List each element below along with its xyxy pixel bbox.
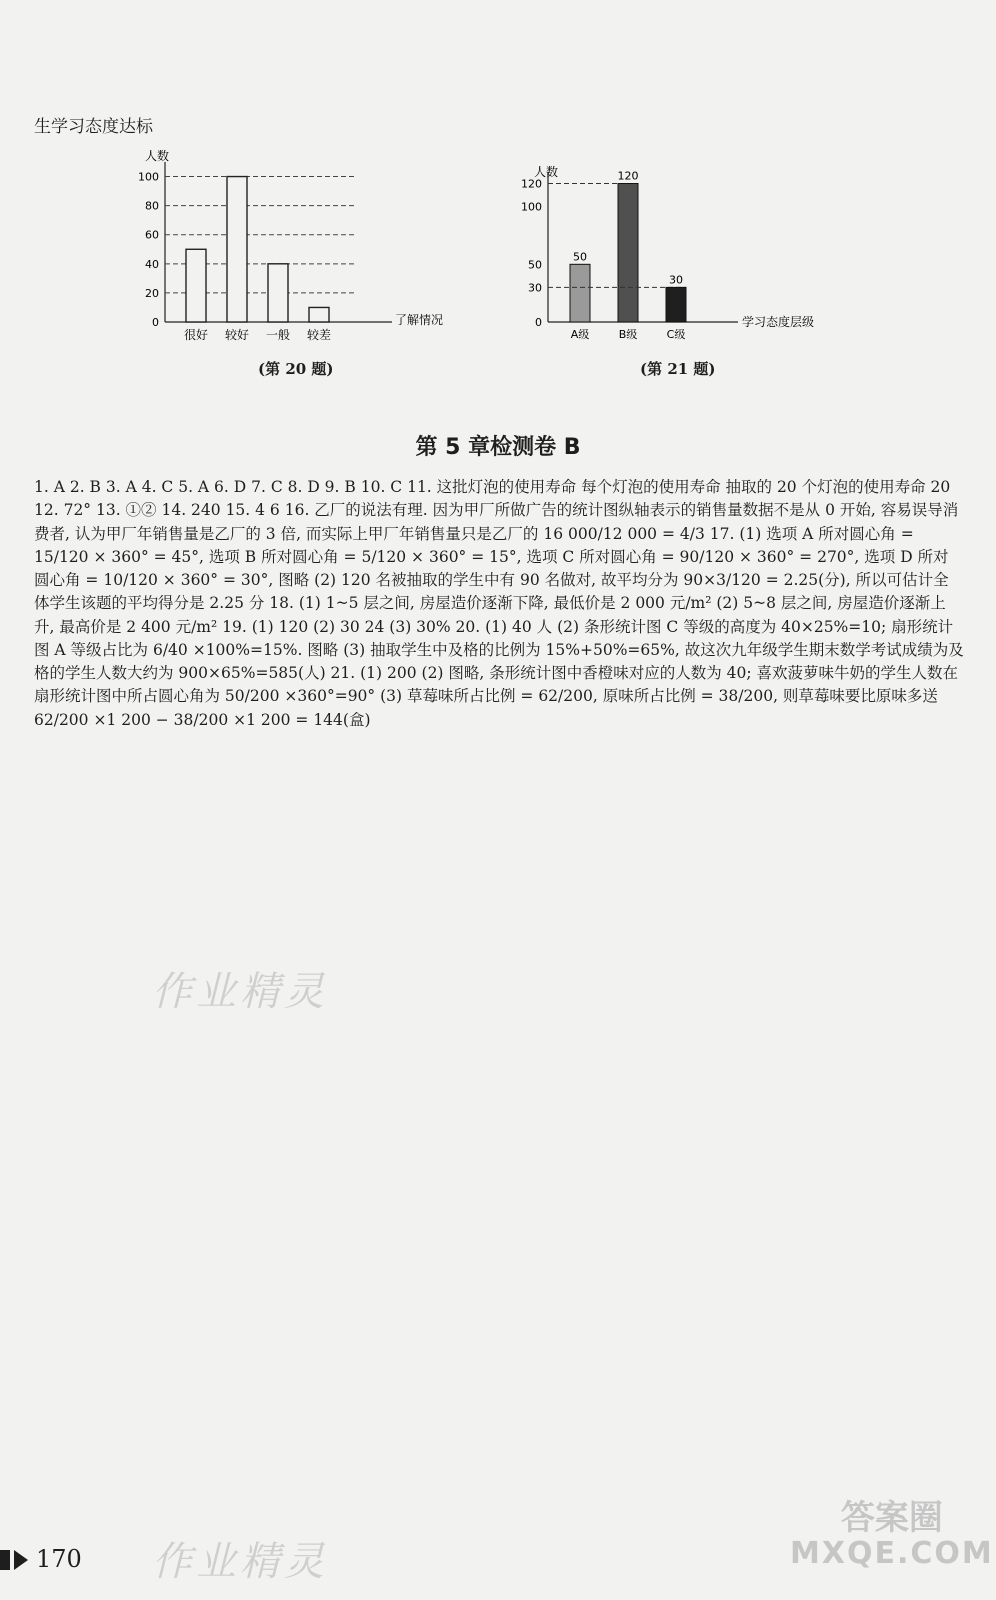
section-title: 第 5 章检测卷 B	[415, 435, 581, 460]
data-label: 50	[573, 250, 587, 264]
page-header: 生学习态度达标	[34, 117, 153, 137]
answer-block	[34, 476, 964, 732]
bar	[666, 287, 686, 322]
chart-caption-q21: (第 21 题)	[640, 360, 716, 378]
x-axis-label: 了解情况	[395, 313, 444, 327]
x-tick-label: 一般	[265, 328, 291, 342]
bar	[570, 264, 590, 322]
bar	[309, 307, 329, 322]
data-label: 30	[669, 273, 683, 287]
y-axis-label: 人数	[144, 150, 170, 163]
chart-caption-q20: (第 20 题)	[258, 360, 334, 378]
y-tick-label: 40	[145, 257, 159, 271]
page-number: 170	[36, 1545, 82, 1573]
bar-chart-q21	[500, 160, 860, 380]
bar	[186, 249, 206, 322]
y-tick-label: 0	[152, 316, 159, 329]
data-label: 120	[617, 169, 639, 183]
bar-chart-q20	[120, 150, 480, 380]
y-tick-label: 120	[521, 177, 542, 191]
site-logo	[790, 1500, 994, 1570]
watermark: 作业精灵	[152, 969, 328, 1015]
bar	[618, 184, 638, 322]
site-url: MXQE.COM	[790, 1536, 994, 1572]
x-tick-label: A级	[570, 328, 590, 341]
x-axis-label: 学习态度层级	[742, 315, 815, 329]
x-tick-label: C级	[666, 328, 686, 341]
y-tick-label: 100	[521, 200, 542, 214]
x-tick-label: B级	[618, 328, 638, 341]
y-tick-label: 80	[145, 199, 159, 213]
answer-text: 1. A 2. B 3. A 4. C 5. A 6. D 7. C 8. D 9. B 10. C 11. 这批灯泡的使用寿命 每个灯泡的使用寿命 抽取的 20 个灯泡的使用寿命 20 12. 72° 13. ①② 14. 240 15. 4 6 16. 乙厂的说法有理. 因为甲厂所做广告的统计图纵轴表示的销售量数据不是从 0 开始, 容易误导消费者, 认为甲厂年销售量是乙厂的 3 倍, 而实际上甲厂年销售量只是乙厂的 16 000/12 000 = 4/3 17. (1) 选项 A 所对圆心角 = 15/120 × 360° = 45°, 选项 B 所对圆心角 = 5/120 × 360° = 15°, 选项 C 所对圆心角 = 90/120 × 360° = 270°, 选项 D 所对圆心角 = 10/120 × 360° = 30°, 图略 (2) 120 名被抽取的学生中有 90 名做对, 故平均分为 90×3/120 = 2.25(分), 所以可估计全体学生该题的平均得分是 2.25 分 18. (1) 1~5 层之间, 房屋造价逐渐下降, 最低价是 2 000 元/m² (2) 5~8 层之间, 房屋造价逐渐上升, 最高价是 2 400 元/m² 19. (1) 120 (2) 30 24 (3) 30% 20. (1) 40 人 (2) 条形统计图 C 等级的高度为 40×25%=10; 扇形统计图 A 等级占比为 6/40 ×100%=15%. 图略 (3) 抽取学生中及格的比例为 15%+50%=65%, 故这次九年级学生期末数学考试成绩为及格的学生人数大约为 900×65%=585(人) 21. (1) 200 (2) 图略, 条形统计图中香橙味对应的人数为 40; 喜欢菠萝味牛奶的学生人数在扇形统计图中所占圆心角为 50/200 ×360°=90° (3) 草莓味所占比例 = 62/200, 原味所占比例 = 38/200, 则草莓味要比原味多送 62/200 ×1 200 − 38/200 ×1 200 = 144(盒)	[34, 478, 964, 729]
y-tick-label: 30	[528, 281, 542, 295]
x-tick-label: 很好	[183, 328, 209, 342]
y-axis-label: 人数	[533, 165, 559, 179]
y-tick-label: 60	[145, 228, 159, 242]
y-tick-label: 0	[535, 316, 542, 329]
y-tick-label: 100	[138, 170, 159, 184]
bar	[268, 264, 288, 322]
site-logo-text: 答案圈	[840, 1498, 943, 1538]
page-arrow-icon	[0, 1548, 30, 1572]
y-tick-label: 50	[528, 258, 542, 272]
y-tick-label: 20	[145, 286, 159, 300]
watermark: 作业精灵	[152, 1539, 328, 1585]
x-tick-label: 较好	[224, 328, 250, 342]
bar	[227, 177, 247, 322]
x-tick-label: 较差	[306, 328, 332, 342]
